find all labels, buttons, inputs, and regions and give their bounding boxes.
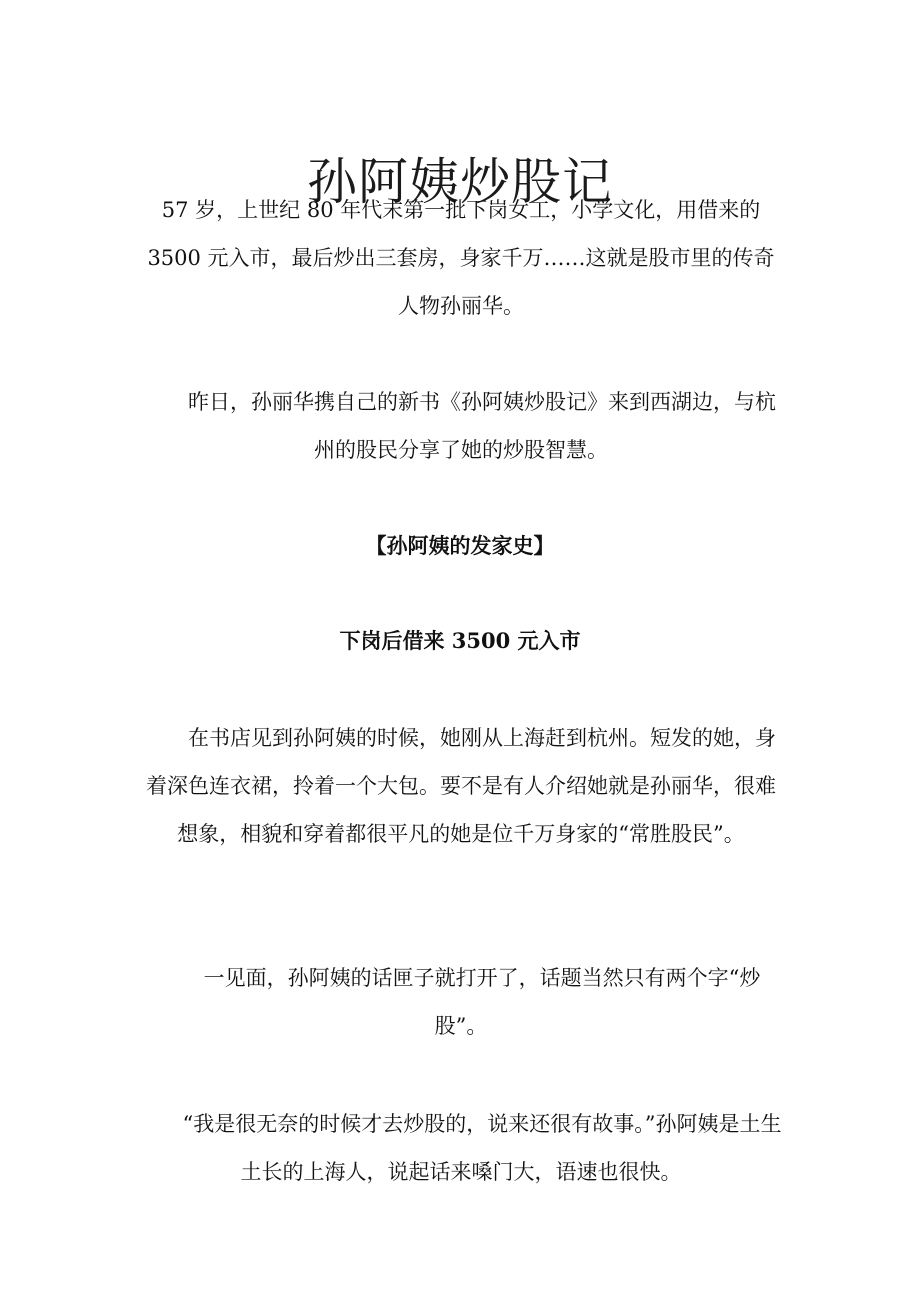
sub-heading: 下岗后借来 3500 元入市: [339, 628, 581, 653]
meeting-paragraph: 一见面，孙阿姨的话匣子就打开了，话题当然只有两个字“炒股”。: [203, 966, 761, 1038]
quote-paragraph: “我是很无奈的时候才去炒股的，说来还很有故事。”孙阿姨是土生土长的上海人，说起话来嗓门大，语速也很快。: [182, 1112, 782, 1184]
section-heading: 【孙阿姨的发家史】: [365, 533, 555, 558]
bookstore-paragraph: 在书店见到孙阿姨的时候，她刚从上海赶到杭州。短发的她，身着深色连衣裙，拎着一个大包。要不是有人介绍她就是孙丽华，很难想象，相貌和穿着都很平凡的她是位千万身家的“常胜股民”。: [146, 726, 776, 846]
document-title: 孙阿姨炒股记: [307, 152, 613, 211]
intro-paragraph: 57 岁，上世纪 80 年代末第一批下岗女工，小学文化，用借来的 3500 元入市，最后炒出三套房，身家千万……这就是股市里的传奇人物孙丽华。: [147, 198, 775, 318]
book-event-paragraph: 昨日，孙丽华携自己的新书《孙阿姨炒股记》来到西湖边，与杭州的股民分享了她的炒股智慧。: [188, 390, 776, 462]
